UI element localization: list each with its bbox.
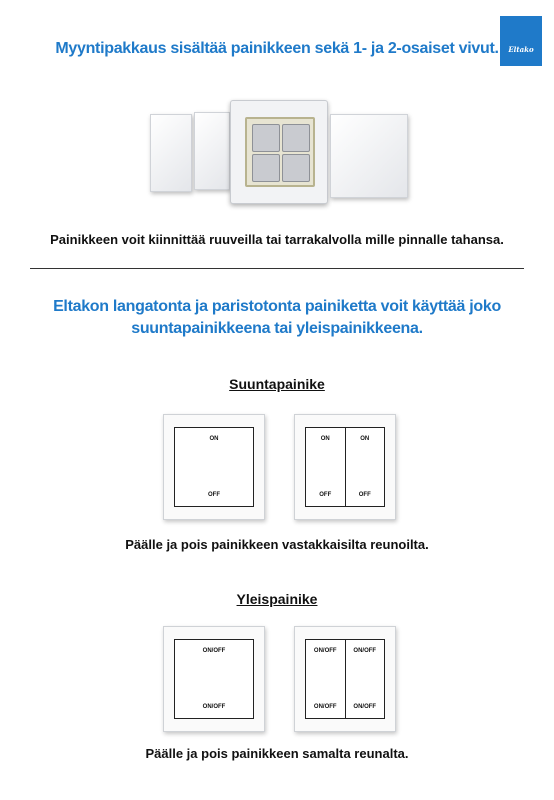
rocker-button [252,154,280,182]
rocker-half-right [345,428,385,506]
rocker-half-right [345,640,385,718]
switch-insert [245,117,315,187]
directional-double-switch [294,414,396,520]
section1-heading: Myyntipakkaus sisältää painikkeen sekä 1- ja 2-osaiset vivut. [55,40,499,57]
switch-rocker [174,639,254,719]
directional-single-switch [163,414,265,520]
rocker-label-bottom: ON/OFF [202,704,226,710]
rocker-button [252,124,280,152]
switch-rocker [305,427,385,507]
rocker-half [175,428,253,506]
directional-title: Suuntapainike [229,376,325,392]
rocker-label-top: ON/OFF [353,648,377,654]
rocker-half-left [306,640,345,718]
rocker-label-bottom: OFF [319,492,332,498]
rocker-label-bottom: ON/OFF [313,704,337,710]
universal-title: Yleispainike [236,591,318,607]
rocker-button [282,154,310,182]
switch-frame [230,100,328,204]
mounting-caption: Painikkeen voit kiinnittää ruuveilla tai tarrakalvolla mille pinnalle tahansa. [50,232,504,247]
section-divider [30,268,524,269]
rocker-label-top: ON [320,436,330,442]
universal-double-switch [294,626,396,732]
rocker-label-bottom: ON/OFF [353,704,377,710]
switch-rocker [305,639,385,719]
rocker-plate-left-1 [150,114,192,192]
product-photo [150,100,410,210]
rocker-label-top: ON/OFF [202,648,226,654]
universal-single-switch [163,626,265,732]
switch-rocker [174,427,254,507]
section2-heading-line2: suuntapainikkeena tai yleispainikkeena. [131,320,423,337]
universal-caption: Päälle ja pois painikkeen samalta reunalta. [145,746,409,761]
rocker-button [282,124,310,152]
section2-heading-line1: Eltakon langatonta ja paristotonta painiketta voit käyttää joko [53,298,501,315]
rocker-plate-left-2 [194,112,230,190]
rocker-half-left [306,428,345,506]
rocker-label-top: ON [209,436,219,442]
logo-text: Eltako [508,45,534,54]
rocker-label-top: ON/OFF [313,648,337,654]
rocker-label-bottom: OFF [208,492,220,498]
directional-caption: Päälle ja pois painikkeen vastakkaisilta reunoilta. [125,537,429,552]
rocker-label-bottom: OFF [358,492,371,498]
rocker-label-top: ON [360,436,370,442]
rocker-plate-right [330,114,408,198]
rocker-half [175,640,253,718]
